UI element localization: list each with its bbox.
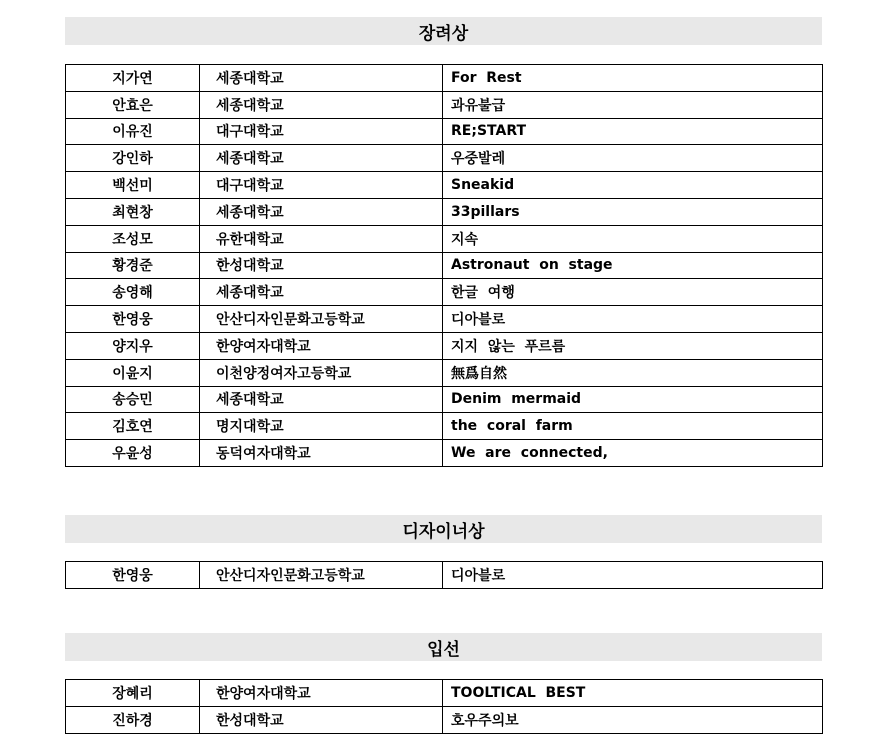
work-title: TOOLTICAL BEST bbox=[443, 680, 823, 707]
school-name: 대구대학교 bbox=[200, 118, 443, 145]
work-title: For Rest bbox=[443, 65, 823, 92]
school-name: 세종대학교 bbox=[200, 145, 443, 172]
selected-award-table bbox=[65, 679, 823, 734]
winner-name: 조성모 bbox=[66, 225, 200, 252]
table-row bbox=[66, 562, 823, 589]
school-name: 동덕여자대학교 bbox=[200, 440, 443, 467]
table-row bbox=[66, 172, 823, 199]
work-title: 디아블로 bbox=[443, 562, 823, 589]
work-title: 지속 bbox=[443, 225, 823, 252]
winner-name: 강인하 bbox=[66, 145, 200, 172]
work-title: Astronaut on stage bbox=[443, 252, 823, 279]
winner-name: 백선미 bbox=[66, 172, 200, 199]
table-row bbox=[66, 198, 823, 225]
table-row bbox=[66, 359, 823, 386]
designer-award-table bbox=[65, 561, 823, 589]
table-row bbox=[66, 706, 823, 733]
section-title-selected: 입선 bbox=[65, 633, 822, 661]
work-title: Sneakid bbox=[443, 172, 823, 199]
winner-name: 황경준 bbox=[66, 252, 200, 279]
table-row bbox=[66, 118, 823, 145]
work-title: Denim mermaid bbox=[443, 386, 823, 413]
table-row bbox=[66, 279, 823, 306]
winner-name: 진하경 bbox=[66, 706, 200, 733]
work-title: 호우주의보 bbox=[443, 706, 823, 733]
school-name: 한양여자대학교 bbox=[200, 332, 443, 359]
work-title: We are connected, bbox=[443, 440, 823, 467]
winner-name: 한영웅 bbox=[66, 306, 200, 333]
winner-name: 최현창 bbox=[66, 198, 200, 225]
section-title-encouragement: 장려상 bbox=[65, 17, 822, 45]
table-row bbox=[66, 252, 823, 279]
table-row bbox=[66, 306, 823, 333]
school-name: 세종대학교 bbox=[200, 386, 443, 413]
work-title: 33pillars bbox=[443, 198, 823, 225]
winner-name: 안효은 bbox=[66, 91, 200, 118]
school-name: 세종대학교 bbox=[200, 65, 443, 92]
winner-name: 송영해 bbox=[66, 279, 200, 306]
table-row bbox=[66, 332, 823, 359]
table-row bbox=[66, 65, 823, 92]
winner-name: 지가연 bbox=[66, 65, 200, 92]
winner-name: 우윤성 bbox=[66, 440, 200, 467]
winner-name: 이윤지 bbox=[66, 359, 200, 386]
section-title-designer: 디자이너상 bbox=[65, 515, 822, 543]
school-name: 안산디자인문화고등학교 bbox=[200, 306, 443, 333]
encouragement-award-table bbox=[65, 64, 823, 467]
winner-name: 한영웅 bbox=[66, 562, 200, 589]
school-name: 명지대학교 bbox=[200, 413, 443, 440]
work-title: 과유불급 bbox=[443, 91, 823, 118]
table-row bbox=[66, 440, 823, 467]
school-name: 세종대학교 bbox=[200, 279, 443, 306]
school-name: 한성대학교 bbox=[200, 706, 443, 733]
school-name: 한성대학교 bbox=[200, 252, 443, 279]
work-title: 無爲自然 bbox=[443, 359, 823, 386]
table-row bbox=[66, 413, 823, 440]
work-title: 우중발레 bbox=[443, 145, 823, 172]
winner-name: 김호연 bbox=[66, 413, 200, 440]
school-name: 안산디자인문화고등학교 bbox=[200, 562, 443, 589]
winner-name: 송승민 bbox=[66, 386, 200, 413]
winner-name: 양지우 bbox=[66, 332, 200, 359]
school-name: 대구대학교 bbox=[200, 172, 443, 199]
table-row bbox=[66, 91, 823, 118]
table-row bbox=[66, 680, 823, 707]
winner-name: 이유진 bbox=[66, 118, 200, 145]
work-title: 디아블로 bbox=[443, 306, 823, 333]
winner-name: 장혜리 bbox=[66, 680, 200, 707]
school-name: 세종대학교 bbox=[200, 91, 443, 118]
school-name: 이천양정여자고등학교 bbox=[200, 359, 443, 386]
school-name: 유한대학교 bbox=[200, 225, 443, 252]
work-title: RE;START bbox=[443, 118, 823, 145]
table-row bbox=[66, 145, 823, 172]
work-title: the coral farm bbox=[443, 413, 823, 440]
school-name: 세종대학교 bbox=[200, 198, 443, 225]
work-title: 지지 않는 푸르름 bbox=[443, 332, 823, 359]
table-row bbox=[66, 225, 823, 252]
table-row bbox=[66, 386, 823, 413]
school-name: 한양여자대학교 bbox=[200, 680, 443, 707]
work-title: 한글 여행 bbox=[443, 279, 823, 306]
